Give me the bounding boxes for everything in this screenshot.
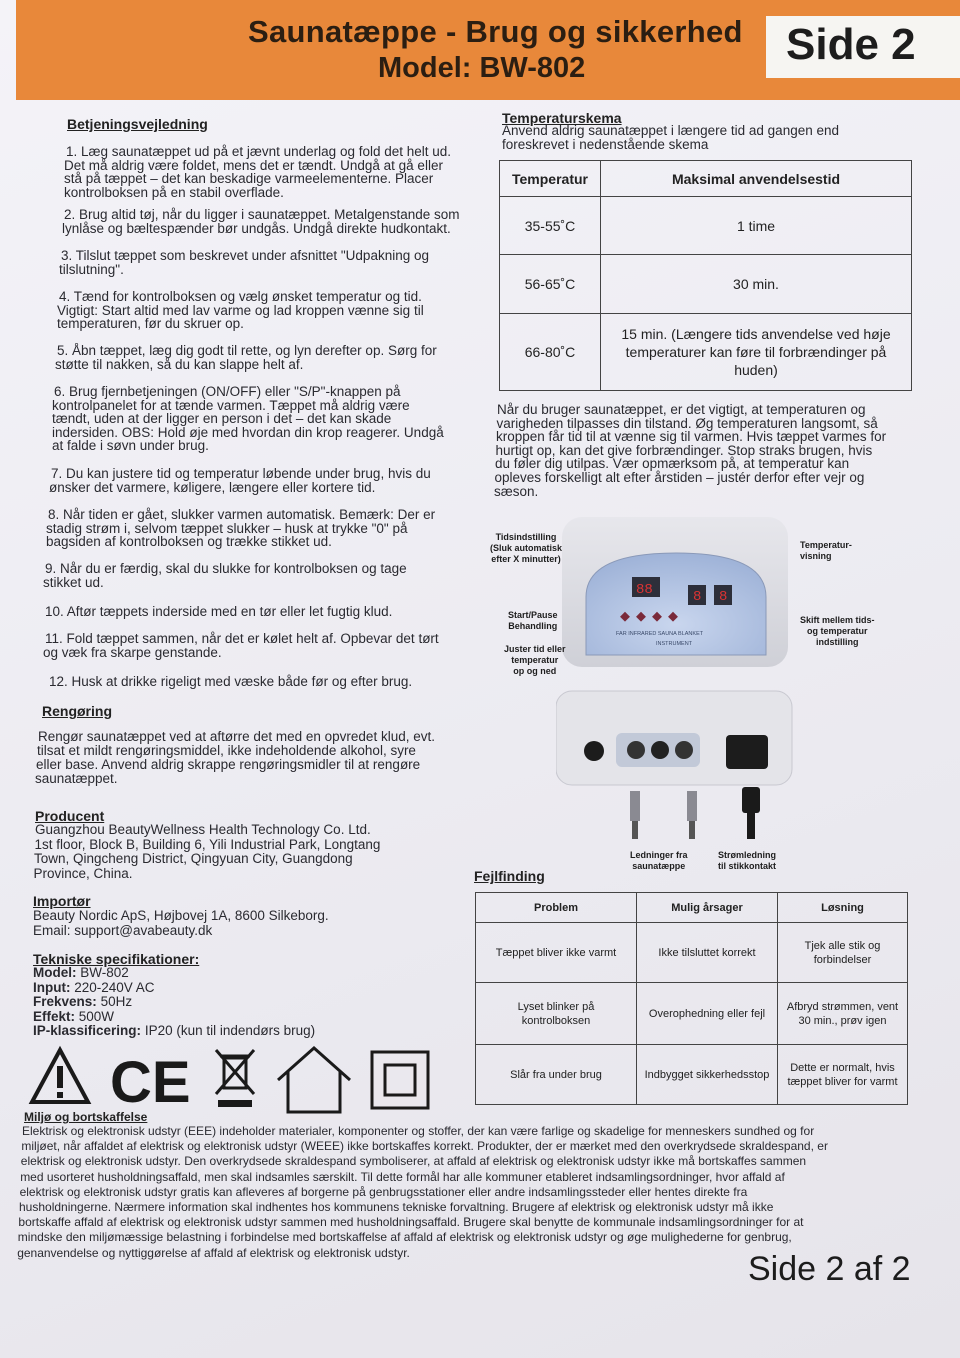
text-line: tilsat et mildt rengøringsmiddel, ikke indeholdende alkohol, syre (37, 743, 416, 758)
text-line: Anvend aldrig saunatæppet i længere tid ad gangen end (502, 123, 839, 138)
indoor-house-icon (278, 1048, 350, 1112)
svg-text:FAR INFRARED SAUNA BLANKET: FAR INFRARED SAUNA BLANKET (616, 631, 704, 637)
text-line: Guangzhou BeautyWellness Health Technology Co. Ltd. (35, 822, 371, 837)
text-line: 6. Brug fjernbetjeningen (ON/OFF) eller "S/P"-knappen på (54, 384, 401, 399)
text-line: 11. Fold tæppet sammen, når det er kølet helt af. Opbevar det tørt (45, 631, 439, 646)
text-line: eller base. Anvend aldrig skrappe rengøringsmidler til at rengøre (36, 757, 421, 772)
blanket-wires (630, 791, 697, 839)
cause-cell: Indbygget sikkerhedsstop (637, 1045, 778, 1105)
svg-text:88: 88 (636, 582, 653, 598)
label-line: visning (800, 551, 832, 561)
svg-text:INSTRUMENT: INSTRUMENT (656, 641, 693, 647)
text-line: elektrisk og elektronisk udstyr. Den overkrydsede skraldespand symboliserer, at affald af elektrisk og elektronisk udstyr ikke må bortskaffes sammen (20, 1154, 807, 1169)
text-line: og væk fra skarpe genstande. (43, 644, 222, 660)
text-line: 3. Tilslut tæppet som beskrevet under afsnittet "Udpakning og (61, 248, 429, 263)
text-line: 4. Tænd for kontrolboksen og vælg ønsket temperatur og tid. (59, 289, 422, 304)
label-line: og temperatur (807, 626, 868, 636)
spec-row (33, 966, 129, 980)
problem-cell: Slår fra under brug (476, 1045, 637, 1105)
spec-row (33, 1024, 315, 1038)
power-inlet-icon (726, 735, 768, 769)
solution-col-header: Løsning (778, 893, 908, 923)
svg-text:CE: CE (110, 1050, 191, 1115)
label-line: Tidsindstilling (495, 532, 557, 542)
problem-col-header: Problem (476, 893, 637, 923)
power-switch (584, 741, 604, 761)
crossed-bin-icon (216, 1050, 254, 1107)
wires-label (630, 850, 688, 872)
text-line: 9. Når du er færdig, skal du slukke for kontrolboksen og tage (45, 561, 407, 576)
text-line: elektrisk og elektronisk udstyr gratis kan afleveres af borgerne på genbrugsstationer eller andre indsamlingssteder eller hentes direkte fra (19, 1184, 748, 1199)
text-line: Town, Qingcheng District, Qingyuan City, Guangdong (34, 851, 353, 866)
time-cell: 1 time (601, 197, 912, 255)
specs-heading: Tekniske specifikationer: (33, 951, 200, 967)
temperature-table (499, 160, 912, 391)
spec-value: 220-240V AC (74, 979, 155, 995)
troubleshooting-table (475, 892, 908, 1105)
text-line: stå på tæppet – det kan beskadige varmeelementerne. Placer (64, 171, 434, 187)
svg-text:8: 8 (693, 589, 702, 605)
temp-cell: 35-55˚C (500, 197, 601, 255)
time-cell: 30 min. (601, 255, 912, 314)
text-line: støtte til nakken, så du kan slappe helt af. (55, 356, 304, 372)
spec-row (33, 995, 132, 1009)
power-cord (742, 787, 760, 839)
text-line: genanvendelse og nyttiggørelse af affald af elektrisk og elektronisk udstyr. (17, 1245, 410, 1260)
temperature-heading: Temperaturskema (502, 110, 622, 126)
text-line: kroppen får tid til at vænne sig til varmen. Hvis tæppet varmes for (496, 429, 887, 445)
cause-cell: Overophedning eller fejl (637, 983, 778, 1045)
time-col-header: Maksimal anvendelsestid (601, 161, 912, 197)
svg-text:8: 8 (719, 589, 728, 605)
socket-left-icon (627, 741, 645, 759)
text-line: 10. Aftør tæppets inderside med en tør eller let fugtig klud. (45, 604, 393, 619)
label-line: Ledninger fra (630, 850, 688, 860)
spec-row (33, 981, 155, 995)
switch-mode-label (800, 615, 875, 648)
problem-cell: Lyset blinker på kontrolboksen (476, 983, 637, 1045)
text-line: Province, China. (33, 865, 133, 881)
text-line: indersiden. OBS: Hold øje med hvordan din krop reagerer. Undgå (52, 424, 444, 440)
label-line: Skift mellem tids- (800, 615, 875, 625)
text-line: tilslutning". (59, 261, 124, 277)
ce-mark-icon (110, 1050, 191, 1115)
label-line: temperatur (511, 655, 559, 665)
socket-right-icon (675, 741, 693, 759)
spec-label: IP-klassificering: (33, 1023, 142, 1038)
page-number: Side 2 af 2 (748, 1250, 911, 1288)
text-line: varigheden tilpasses din tilstand. Øg temperaturen langsomt, så (496, 415, 878, 431)
temp-col-header: Temperatur (500, 161, 601, 197)
text-line: lynlåse og bæltespænder bør undgås. Undgå direkte hudkontakt. (62, 220, 451, 236)
spec-row (33, 1010, 114, 1024)
symbols-row (28, 1044, 438, 1116)
label-line: Juster tid eller (504, 644, 566, 654)
table-row (500, 314, 912, 391)
text-line: tændt, uden at der ligger en person i det – det kan skade (52, 411, 392, 427)
text-line: Når du bruger saunatæppet, er det vigtigt, at temperaturen og (497, 402, 866, 417)
label-line: Strømledning (718, 850, 776, 860)
start-pause-label (508, 610, 558, 632)
text-line: bagsiden af kontrolboksen og trække stikket ud. (46, 534, 332, 550)
power-cord-label (718, 850, 776, 872)
text-line: opleves forskelligt alt efter årstiden – justér derfor efter vejr og (494, 470, 865, 485)
timer-label (490, 532, 562, 565)
text-line: at falde i søvn under brug. (52, 438, 209, 454)
table-row (476, 983, 908, 1045)
table-row (500, 255, 912, 314)
text-line: Rengør saunatæppet ved at aftørre det med en opvredet klud, evt. (38, 729, 435, 744)
label-line: efter X minutter) (491, 554, 561, 564)
table-row (476, 1045, 908, 1105)
label-line: Start/Pause (508, 610, 558, 620)
spec-value: BW-802 (80, 965, 129, 980)
text-line: kontrolboksen på en stabil overflade. (64, 184, 284, 200)
label-line: til stikkontakt (718, 861, 777, 871)
spec-value: 500W (78, 1008, 115, 1024)
text-line: husholdningerne. Nærmere information skal indhentes hos kommunens tekniske forvaltning. Brugere af elektrisk og elektronisk udstyr må ikke (19, 1200, 774, 1214)
spec-value: IP20 (kun til indendørs brug) (144, 1023, 316, 1038)
spec-value: 50Hz (100, 994, 133, 1009)
table-row (476, 923, 908, 983)
text-line: stadig strøm i, selvom tæppet slukker – husk at trykke "0" på (46, 520, 408, 536)
text-line: Vigtigt: Start altid med lav varme og lad kroppen vænne sig til (57, 302, 424, 318)
text-line: stikket ud. (43, 574, 104, 590)
text-line: miljøet, når affaldet af elektrisk og elektronisk udstyr (WEEE) ikke bortskaffes korrekt. Produkter, der er mærket med den overkrydsede skraldespand, er (21, 1139, 828, 1154)
text-line: 5. Åbn tæppet, læg dig godt til rette, og lyn derefter op. Sørg for (57, 343, 437, 358)
label-line: Behandling (508, 621, 558, 631)
side-label: Side 2 (786, 20, 916, 69)
label-line: op og ned (513, 666, 557, 676)
text-line: 1st floor, Block B, Building 6, Yili Industrial Park, Longtang (34, 836, 381, 852)
label-line: Temperatur- (800, 540, 852, 550)
table-row (500, 197, 912, 255)
solution-cell: Afbryd strømmen, vent 30 min., prøv igen (778, 983, 908, 1045)
importer-heading: Importør (33, 893, 91, 909)
double-insulation-icon (372, 1052, 428, 1108)
temp-cell: 56-65˚C (500, 255, 601, 314)
problem-cell: Tæppet bliver ikke varmt (476, 923, 637, 983)
text-line: du føler dig utilpas. Vær opmærksom på, at temperatur kan (495, 456, 850, 472)
text-line: temperaturen, før du skruer op. (57, 316, 244, 332)
text-line: foreskrevet i nedenstående skema (502, 136, 709, 152)
cause-cell: Ikke tilsluttet korrekt (637, 923, 778, 983)
text-line: 7. Du kan justere tid og temperatur løbende under brug, hvis du (51, 466, 431, 481)
text-line: kontrolpanelet for at tænde varmen. Tæppet må aldrig være (52, 397, 410, 413)
spec-label: Frekvens: (33, 994, 97, 1009)
label-line: (Sluk automatisk (490, 543, 563, 553)
text-line: saunatæppet. (35, 771, 118, 786)
text-line: 2. Brug altid tøj, når du ligger i saunatæppet. Metalgenstande som (64, 207, 460, 222)
time-cell: 15 min. (Længere tids anvendelse ved høje temperaturer kan føre til forbrændinger på huden) (601, 314, 912, 391)
text-line: 8. Når tiden er gået, slukker varmen automatisk. Bemærk: Der er (48, 507, 436, 522)
text-line: Email: support@avabeauty.dk (33, 922, 213, 938)
spec-label: Input: (33, 979, 71, 995)
troubleshooting-heading: Fejlfinding (474, 868, 545, 884)
text-line: sæson. (494, 483, 539, 499)
text-line: mindske den miljømæssige belastning i forbindelse med bortskaffelse af affald af elektrisk og elektronisk udstyr og øge mulighederne for genbrug, (17, 1230, 792, 1245)
document-title: Saunatæppe - Brug og sikkerhed (248, 14, 743, 49)
solution-cell: Tjek alle stik og forbindelser (778, 923, 908, 983)
text-line: bortskaffe affald af elektrisk og elektronisk udstyr sammen med husholdningsaffald. Brugere skal benytte de kommunale indsamlingsordninger for at (18, 1215, 804, 1230)
text-line: Elektrisk og elektronisk udstyr (EEE) indeholder materialer, komponenter og stoffer, der kan være farlige og skadelige for menneskers sundhed og for (22, 1124, 815, 1138)
solution-cell: Dette er normalt, hvis tæppet bliver for varmt (778, 1045, 908, 1105)
label-line: saunatæppe (632, 861, 686, 871)
cause-col-header: Mulig årsager (637, 893, 778, 923)
text-line: ønsker det varmere, køligere, længere eller kortere tid. (49, 479, 376, 495)
text-line: 12. Husk at drikke rigeligt med væske både før og efter brug. (49, 674, 413, 689)
text-line: Det må aldrig være foldet, mens det er tændt. Undgå at gå eller (64, 157, 443, 173)
text-line: hurtigt op, kan det give forbrændinger. Stop straks brugen, hvis (495, 442, 873, 458)
spec-label: Effekt: (33, 1008, 76, 1024)
warning-icon (32, 1050, 88, 1102)
spec-label: Model: (33, 965, 77, 980)
text-line: med usorteret husholdningsaffald, men skal indsamles særskilt. Til dette formål har alle kommuner etableret indsamlingsordninger, hvor affald af (20, 1169, 785, 1184)
text-line: Beauty Nordic ApS, Højbovej 1A, 8600 Silkeborg. (33, 908, 329, 923)
temp-cell: 66-80˚C (500, 314, 601, 391)
adjust-label (504, 644, 566, 677)
instructions-heading: Betjeningsvejledning (67, 116, 208, 132)
label-line: indstilling (816, 637, 859, 647)
cleaning-heading: Rengøring (42, 703, 112, 719)
text-line: 1. Læg saunatæppet ud på et jævnt underlag og fold det helt ud. (66, 144, 452, 159)
control-box-illustration (556, 505, 796, 845)
temp-display-label (800, 540, 852, 562)
environment-heading: Miljø og bortskaffelse (24, 1110, 148, 1124)
socket-middle-icon (651, 741, 669, 759)
producer-heading: Producent (35, 808, 105, 824)
model-title: Model: BW-802 (378, 52, 586, 84)
